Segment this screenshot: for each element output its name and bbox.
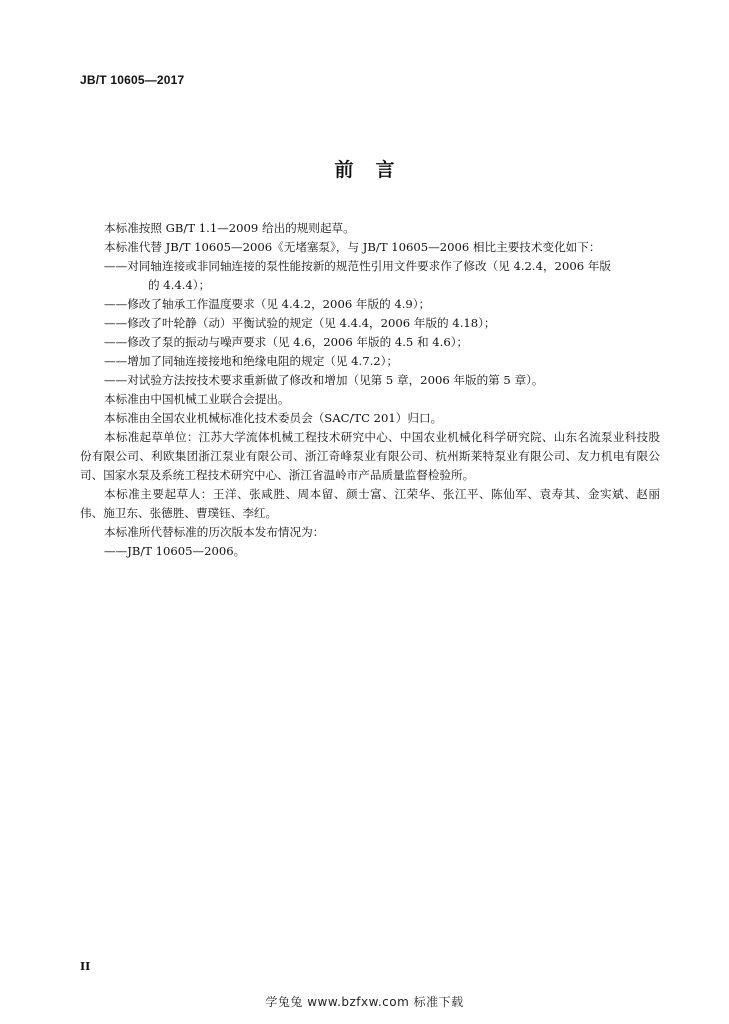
change-item-1-line-2: 的 4.4.4）； [148,278,211,292]
document-code: JB/T 10605—2017 [80,73,185,87]
paragraph-history: 本标准所代替标准的历次版本发布情况为： [104,525,325,539]
change-item-5: ——增加了同轴连接接地和绝缘电阻的规定（见 4.7.2）； [104,354,399,368]
change-item-6: ——对试验方法按技术要求重新做了修改和增加（见第 5 章，2006 年版的第 5 章）。 [104,373,544,387]
change-item-1-line-1: ——对同轴连接或非同轴连接的泵性能按新的规范性引用文件要求作了修改（见 4.2.4，2006 年版 [104,259,611,273]
paragraph-replacement: 本标准代替 JB/T 10605—2006《无堵塞泵》，与 JB/T 10605—2006 相比主要技术变化如下： [104,240,601,254]
change-item-4: ——修改了泵的振动与噪声要求（见 4.6，2006 年版的 4.5 和 4.6）； [104,335,469,349]
change-item-1 [80,257,660,295]
paragraph-drafting-units: 本标准起草单位：江苏大学流体机械工程技术研究中心、中国农业机械化科学研究院、山东名流泵业科技股份有限公司、利欧集团浙江泵业有限公司、浙江奇峰泵业有限公司、杭州斯莱特泵业有限公司、友力机电有限公司、国家水泵及系统工程技术研究中心、浙江省温岭市产品质量监督检验所。 [80,430,660,482]
change-item-2: ——修改了轴承工作温度要求（见 4.4.2，2006 年版的 4.9）； [104,297,431,311]
foreword-body [80,219,660,561]
paragraph-proposer: 本标准由中国机械工业联合会提出。 [104,392,290,406]
history-item: ——JB/T 10605—2006。 [104,544,246,558]
change-item-3: ——修改了叶轮静（动）平衡试验的规定（见 4.4.4，2006 年版的 4.18）； [104,316,496,330]
page-number: II [80,960,91,973]
page-title: 前言 [334,159,417,181]
paragraph-committee: 本标准由全国农业机械标准化技术委员会（SAC/TC 201）归口。 [104,411,443,425]
paragraph-drafters: 本标准主要起草人：王洋、张咸胜、周本留、颜士富、江荣华、张江平、陈仙军、袁寿其、金实斌、赵丽伟、施卫东、张德胜、曹璞钰、李红。 [80,487,660,520]
paragraph-drafting-rules: 本标准按照 GB/T 1.1—2009 给出的规则起草。 [104,221,355,235]
watermark-text: 学兔兔 www.bzfxw.com 标准下载 [265,995,464,1009]
